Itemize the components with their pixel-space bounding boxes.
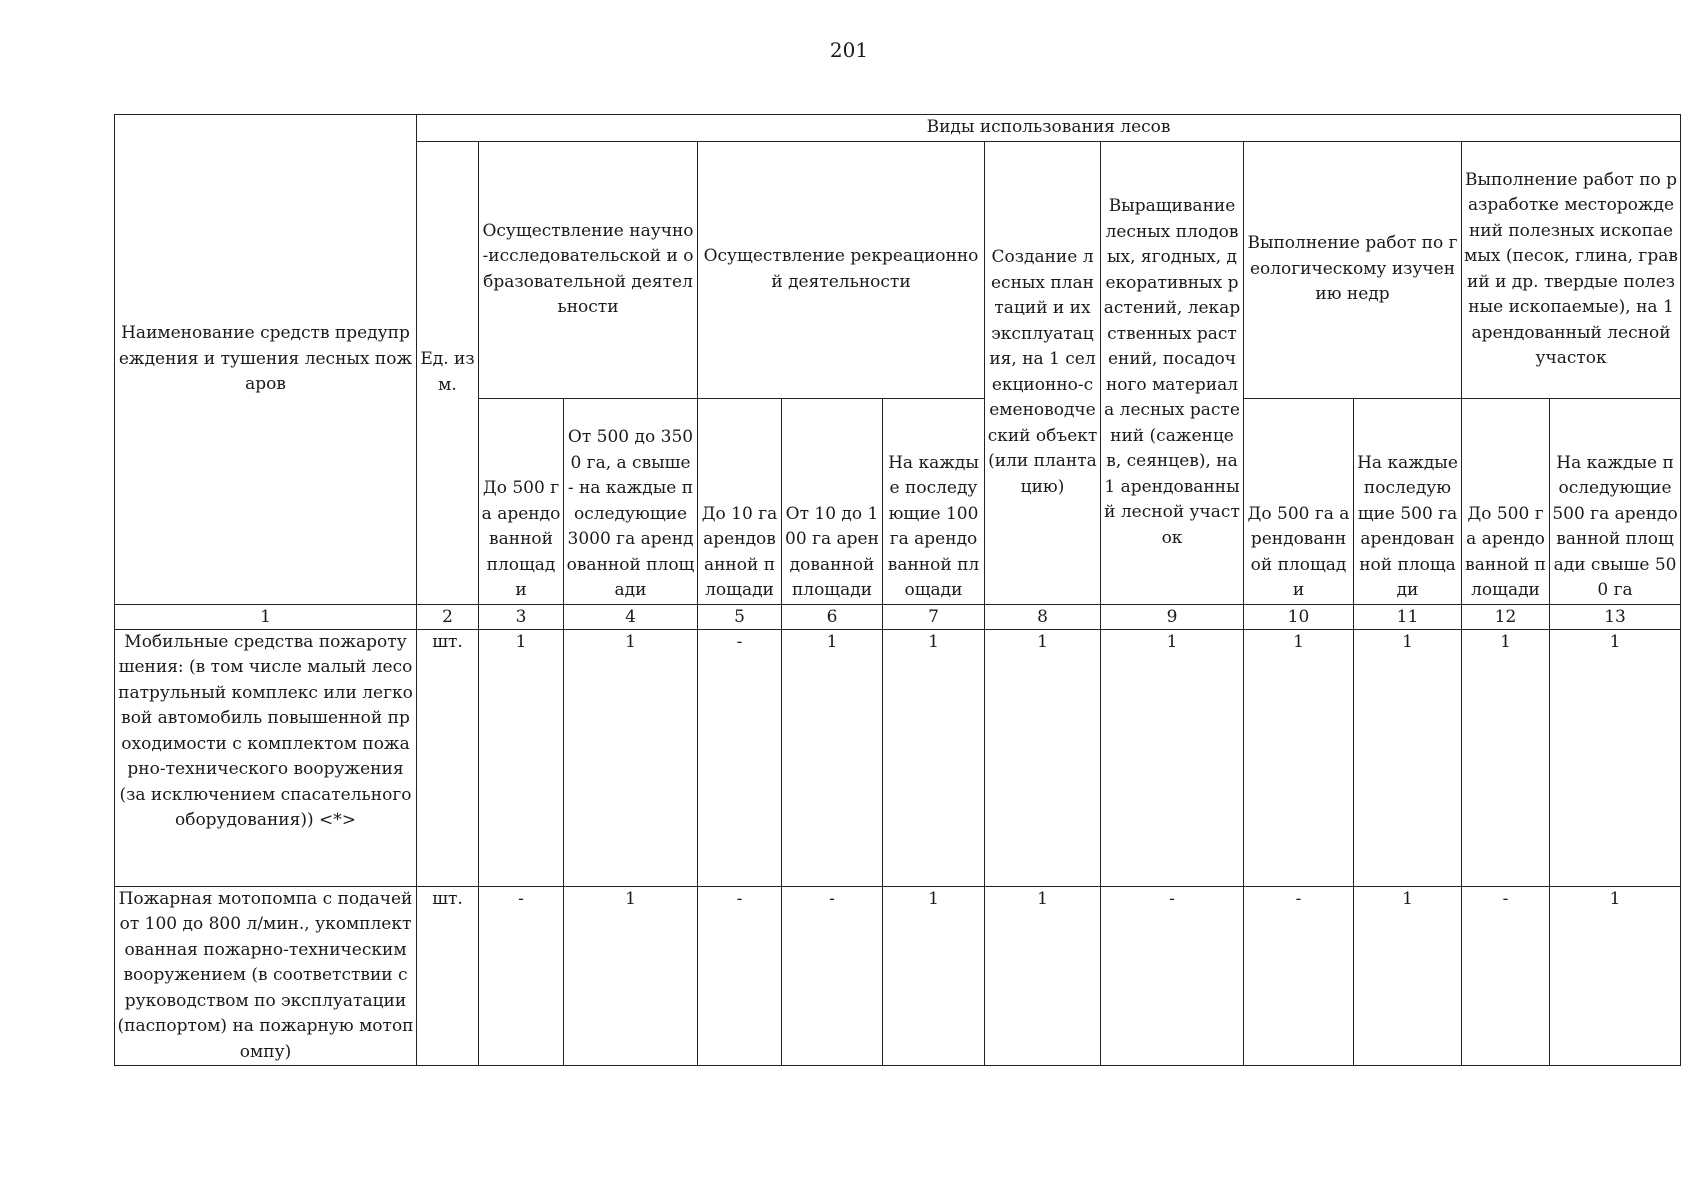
header-sub-col-12: До 500 га арендованной площади [1462,398,1550,604]
column-number: 5 [698,604,782,629]
row-value: - [698,886,782,1066]
column-number: 8 [985,604,1101,629]
header-name: Наименование средств предупреждения и тушения лесных пожаров [115,115,417,605]
column-number: 12 [1462,604,1550,629]
table-row [115,886,1681,1066]
table-row [115,629,1681,886]
row-value: - [1101,886,1244,1066]
row-value: 1 [883,629,985,886]
row-value: 1 [883,886,985,1066]
header-group-mining: Выполнение работ по разработке месторождений полезных ископаемых (песок, глина, гравий и др. твердые полезные ископаемые), на 1 арендованный лесной участок [1462,141,1681,398]
header-sub-col-5: До 10 га арендованной площади [698,398,782,604]
header-row-top [115,115,1681,142]
row-name: Мобильные средства пожаротушения: (в том числе малый лесопатрульный комплекс или легковой автомобиль повышенной проходимости с комплектом пожарно-технического вооружения (за исключением спасательного оборудования)) <*> [115,629,417,886]
header-sub-col-6: От 10 до 100 га арендованной площади [782,398,883,604]
page-number: 201 [829,38,869,62]
column-number: 7 [883,604,985,629]
header-sub-col-10: До 500 га арендованной площади [1244,398,1354,604]
header-group-growing-plants: Выращивание лесных плодовых, ягодных, декоративных растений, лекарственных растений, посадочного материала лесных растений (саженцев, сеянцев), на 1 арендованный лесной участок [1101,141,1244,604]
row-value: 1 [1354,629,1462,886]
row-value: 1 [985,629,1101,886]
row-value: 1 [1550,886,1681,1066]
column-number: 6 [782,604,883,629]
row-value: 1 [1244,629,1354,886]
header-sub-col-7: На каждые последующие 100 га арендованной площади [883,398,985,604]
column-number: 3 [479,604,564,629]
row-value: 1 [564,886,698,1066]
row-value: 1 [985,886,1101,1066]
header-group-geology: Выполнение работ по геологическому изучению недр [1244,141,1462,398]
row-name: Пожарная мотопомпа с подачей от 100 до 800 л/мин., укомплектованная пожарно-техническим вооружением (в соответствии с руководством по эксплуатации (паспортом) на пожарную мотопомпу) [115,886,417,1066]
header-group-recreation: Осуществление рекреационной деятельности [698,141,985,398]
row-value: - [1462,886,1550,1066]
header-group-research: Осуществление научно-исследовательской и образовательной деятельности [479,141,698,398]
row-value: 1 [1462,629,1550,886]
column-number: 11 [1354,604,1462,629]
row-value: - [479,886,564,1066]
header-sub-col-13: На каждые последующие 500 га арендованной площади свыше 500 га [1550,398,1681,604]
row-value: 1 [479,629,564,886]
row-value: 1 [1101,629,1244,886]
row-value: - [1244,886,1354,1066]
row-value: 1 [564,629,698,886]
column-number: 10 [1244,604,1354,629]
column-numbers-row [115,604,1681,629]
fire-equipment-table [114,114,1681,1066]
header-unit: Ед. изм. [417,141,479,604]
header-sub-col-3: До 500 га арендованной площади [479,398,564,604]
row-value: 1 [782,629,883,886]
column-number: 4 [564,604,698,629]
row-value: - [698,629,782,886]
column-number: 13 [1550,604,1681,629]
row-value: 1 [1550,629,1681,886]
row-value: - [782,886,883,1066]
row-unit: шт. [417,629,479,886]
header-group-plantations: Создание лесных плантаций и их эксплуатация, на 1 селекционно-семеноводческий объект (или плантацию) [985,141,1101,604]
row-unit: шт. [417,886,479,1066]
header-sub-col-11: На каждые последующие 500 га арендованной площади [1354,398,1462,604]
column-number: 2 [417,604,479,629]
header-forest-use-types: Виды использования лесов [417,115,1681,142]
column-number: 1 [115,604,417,629]
column-number: 9 [1101,604,1244,629]
header-sub-col-4: От 500 до 3500 га, а свыше - на каждые последующие 3000 га арендованной площади [564,398,698,604]
row-value: 1 [1354,886,1462,1066]
